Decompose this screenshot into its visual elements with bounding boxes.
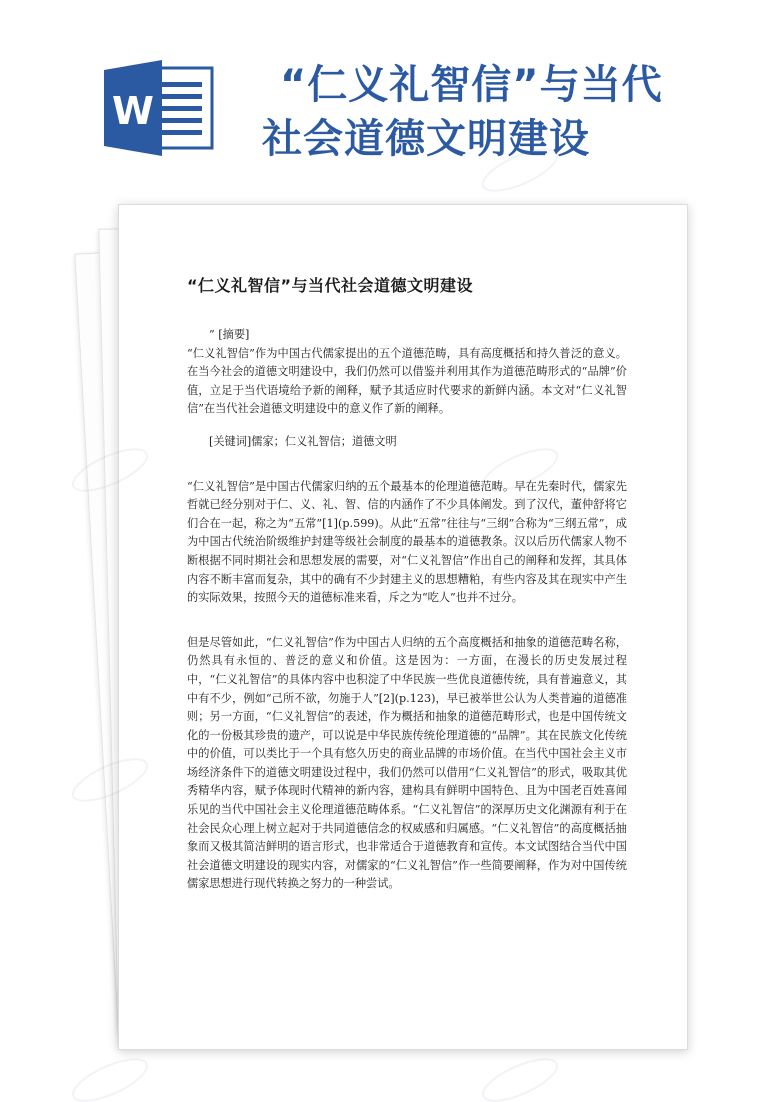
word-icon-letter: W	[112, 89, 154, 133]
banner-title	[262, 58, 762, 166]
abstract-label: ” [摘要]	[209, 328, 250, 341]
body-paragraph-2: 但是尽管如此，“仁义礼智信”作为中国古人归纳的五个高度概括和抽象的道德范畴名称，仍然具有永恒的、普泛的意义和价值。这是因为：一方面，在漫长的历史发展过程中，“仁义礼智信”的具体内容中也积淀了中华民族一些优良道德传统，具有普遍意义，其中有不少，例如“己所不欲，勿施于人”[2](p.123)，早已被举世公认为人类普遍的道德准则；另一方面，“仁义礼智信”的表述，作为概括和抽象的道德范畴形式，也是中国传统文化的一份极其珍贵的遗产，可以说是中华民族传统伦理道德的“品牌”。其在民族文化传统中的价值，可以类比于一个具有悠久历史的商业品牌的市场价值。在当代中国社会主义市场经济条件下的道德文明建设过程中，我们仍然可以借用“仁义礼智信”的形式，吸取其优秀精华内容，赋予体现时代精神的新内容，建构具有鲜明中国特色、且为中国老百姓喜闻乐见的当代中国社会主义伦理道德范畴体系。“仁义礼智信”的深厚历史文化渊源有利于在社会民众心理上树立起对于共同道德信念的权威感和归属感。“仁义礼智信”的高度概括抽象而又极其简洁鲜明的语言形式，也非常适合于道德教育和宣传。本文试图结合当代中国社会道德文明建设的现实内容，对儒家的“仁义礼智信”作一些简要阐释，作为对中国传统儒家思想进行现代转换之努力的一种尝试。	[187, 635, 627, 891]
banner-title-line1: “仁义礼智信”与当代	[280, 62, 663, 108]
body-paragraph-1: “仁义礼智信”是中国古代儒家归纳的五个最基本的伦理道德范畴。早在先秦时代，儒家先哲就已经分别对于仁、义、礼、智、信的内涵作了不少具体阐发。到了汉代，董仲舒将它们合在一起，称之为“五常”[1](p.599)。从此“五常”往往与“三纲”合称为“三纲五常”，成为中国古代统治阶级维护封建等级社会制度的最基本的道德教条。汉以后历代儒家人物不断根据不同时期社会和思想发展的需要，对“仁义礼智信”作出自己的阐释和发挥，其具体内容不断丰富而复杂，其中的确有不少封建主义的思想糟粕，有些内容及其在现实中产生的实际效果，按照今天的道德标准来看，斥之为“吃人”也并不过分。	[187, 479, 627, 605]
paragraph-gap	[187, 608, 627, 634]
document-page	[118, 204, 688, 1050]
banner-title-line2: 社会道德文明建设	[262, 116, 590, 162]
keywords: [关键词]儒家；仁义礼智信；道德文明	[209, 434, 397, 448]
document-title: “仁义礼智信”与当代社会道德文明建设	[187, 276, 474, 295]
word-document-icon	[104, 60, 216, 156]
abstract-text: “仁义礼智信”作为中国古代儒家提出的五个道德范畴，具有高度概括和持久普泛的意义。在当今社会的道德文明建设中，我们仍然可以借鉴并利用其作为道德范畴形式的“品牌”价值，立足于当代语境给予新的阐释，赋予其适应时代要求的新鲜内涵。本文对“仁义礼智信”在当代社会道德文明建设中的意义作了新的阐释。	[187, 346, 627, 416]
